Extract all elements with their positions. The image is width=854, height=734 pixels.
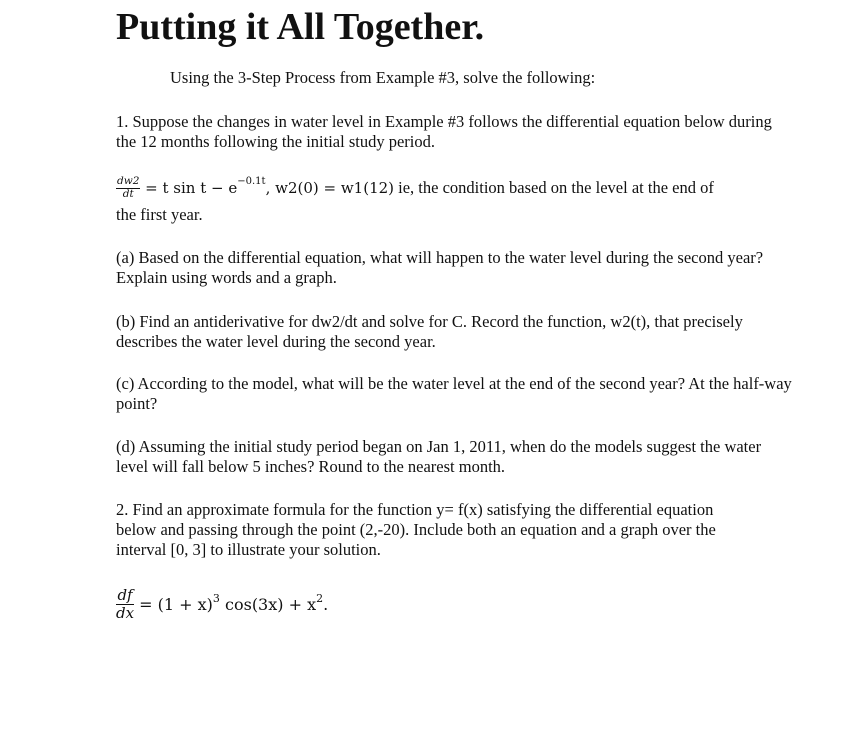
- equation-exponent: −0.1t: [237, 176, 266, 188]
- fraction-numerator: df: [117, 586, 133, 604]
- equation-exponent: 2: [316, 591, 324, 605]
- problem-2-text: 2. Find an approximate formula for the function y= f(x) satisfying the differential equation below and passing through the point (2,-20). Include both an equation and a graph over the interval [0, 3] to illustrate your solution.: [116, 500, 716, 559]
- equation-rhs: [139, 591, 329, 615]
- part-c-text: (c) According to the model, what will be the water level at the end of the second year? At the half-way point?: [116, 374, 792, 413]
- equation-initial-condition: , w2(0) = w1(12): [265, 179, 395, 198]
- problem-2-equation: [116, 587, 328, 621]
- problem-1-equation: [116, 176, 714, 200]
- equation-note: ie, the condition based on the level at the end of: [394, 178, 714, 198]
- fraction-numerator: dw2: [117, 175, 140, 187]
- fraction-denominator: dx: [116, 603, 135, 622]
- problem-1-text: 1. Suppose the changes in water level in Example #3 follows the differential equation below during the 12 months following the initial study period.: [116, 112, 772, 151]
- equation-rhs-part: = t sin t − e: [145, 179, 238, 198]
- part-d-text: (d) Assuming the initial study period began on Jan 1, 2011, when do the models suggest the water level will fall below 5 inches? Round to the nearest month.: [116, 437, 762, 476]
- part-a-text: (a) Based on the differential equation, what will happen to the water level during the second year? Explain using words and a graph.: [116, 248, 764, 287]
- part-b-text: (b) Find an antiderivative for dw2/dt and solve for C. Record the function, w2(t), that precisely describes the water level during the second year.: [116, 312, 743, 351]
- equation-exponent: 3: [212, 591, 220, 605]
- equation-rhs: [145, 176, 714, 198]
- equation-rhs-part: cos(3x) + x: [219, 595, 317, 615]
- derivative-fraction: [116, 587, 134, 621]
- page-title: Putting it All Together.: [116, 6, 485, 48]
- derivative-fraction: [116, 176, 140, 200]
- equation-rhs-part: .: [323, 595, 329, 615]
- problem-1-continuation: the first year.: [116, 205, 203, 224]
- fraction-denominator: dt: [122, 187, 134, 200]
- intro-text: Using the 3-Step Process from Example #3, solve the following:: [170, 68, 596, 87]
- equation-rhs-part: = (1 + x): [139, 595, 213, 615]
